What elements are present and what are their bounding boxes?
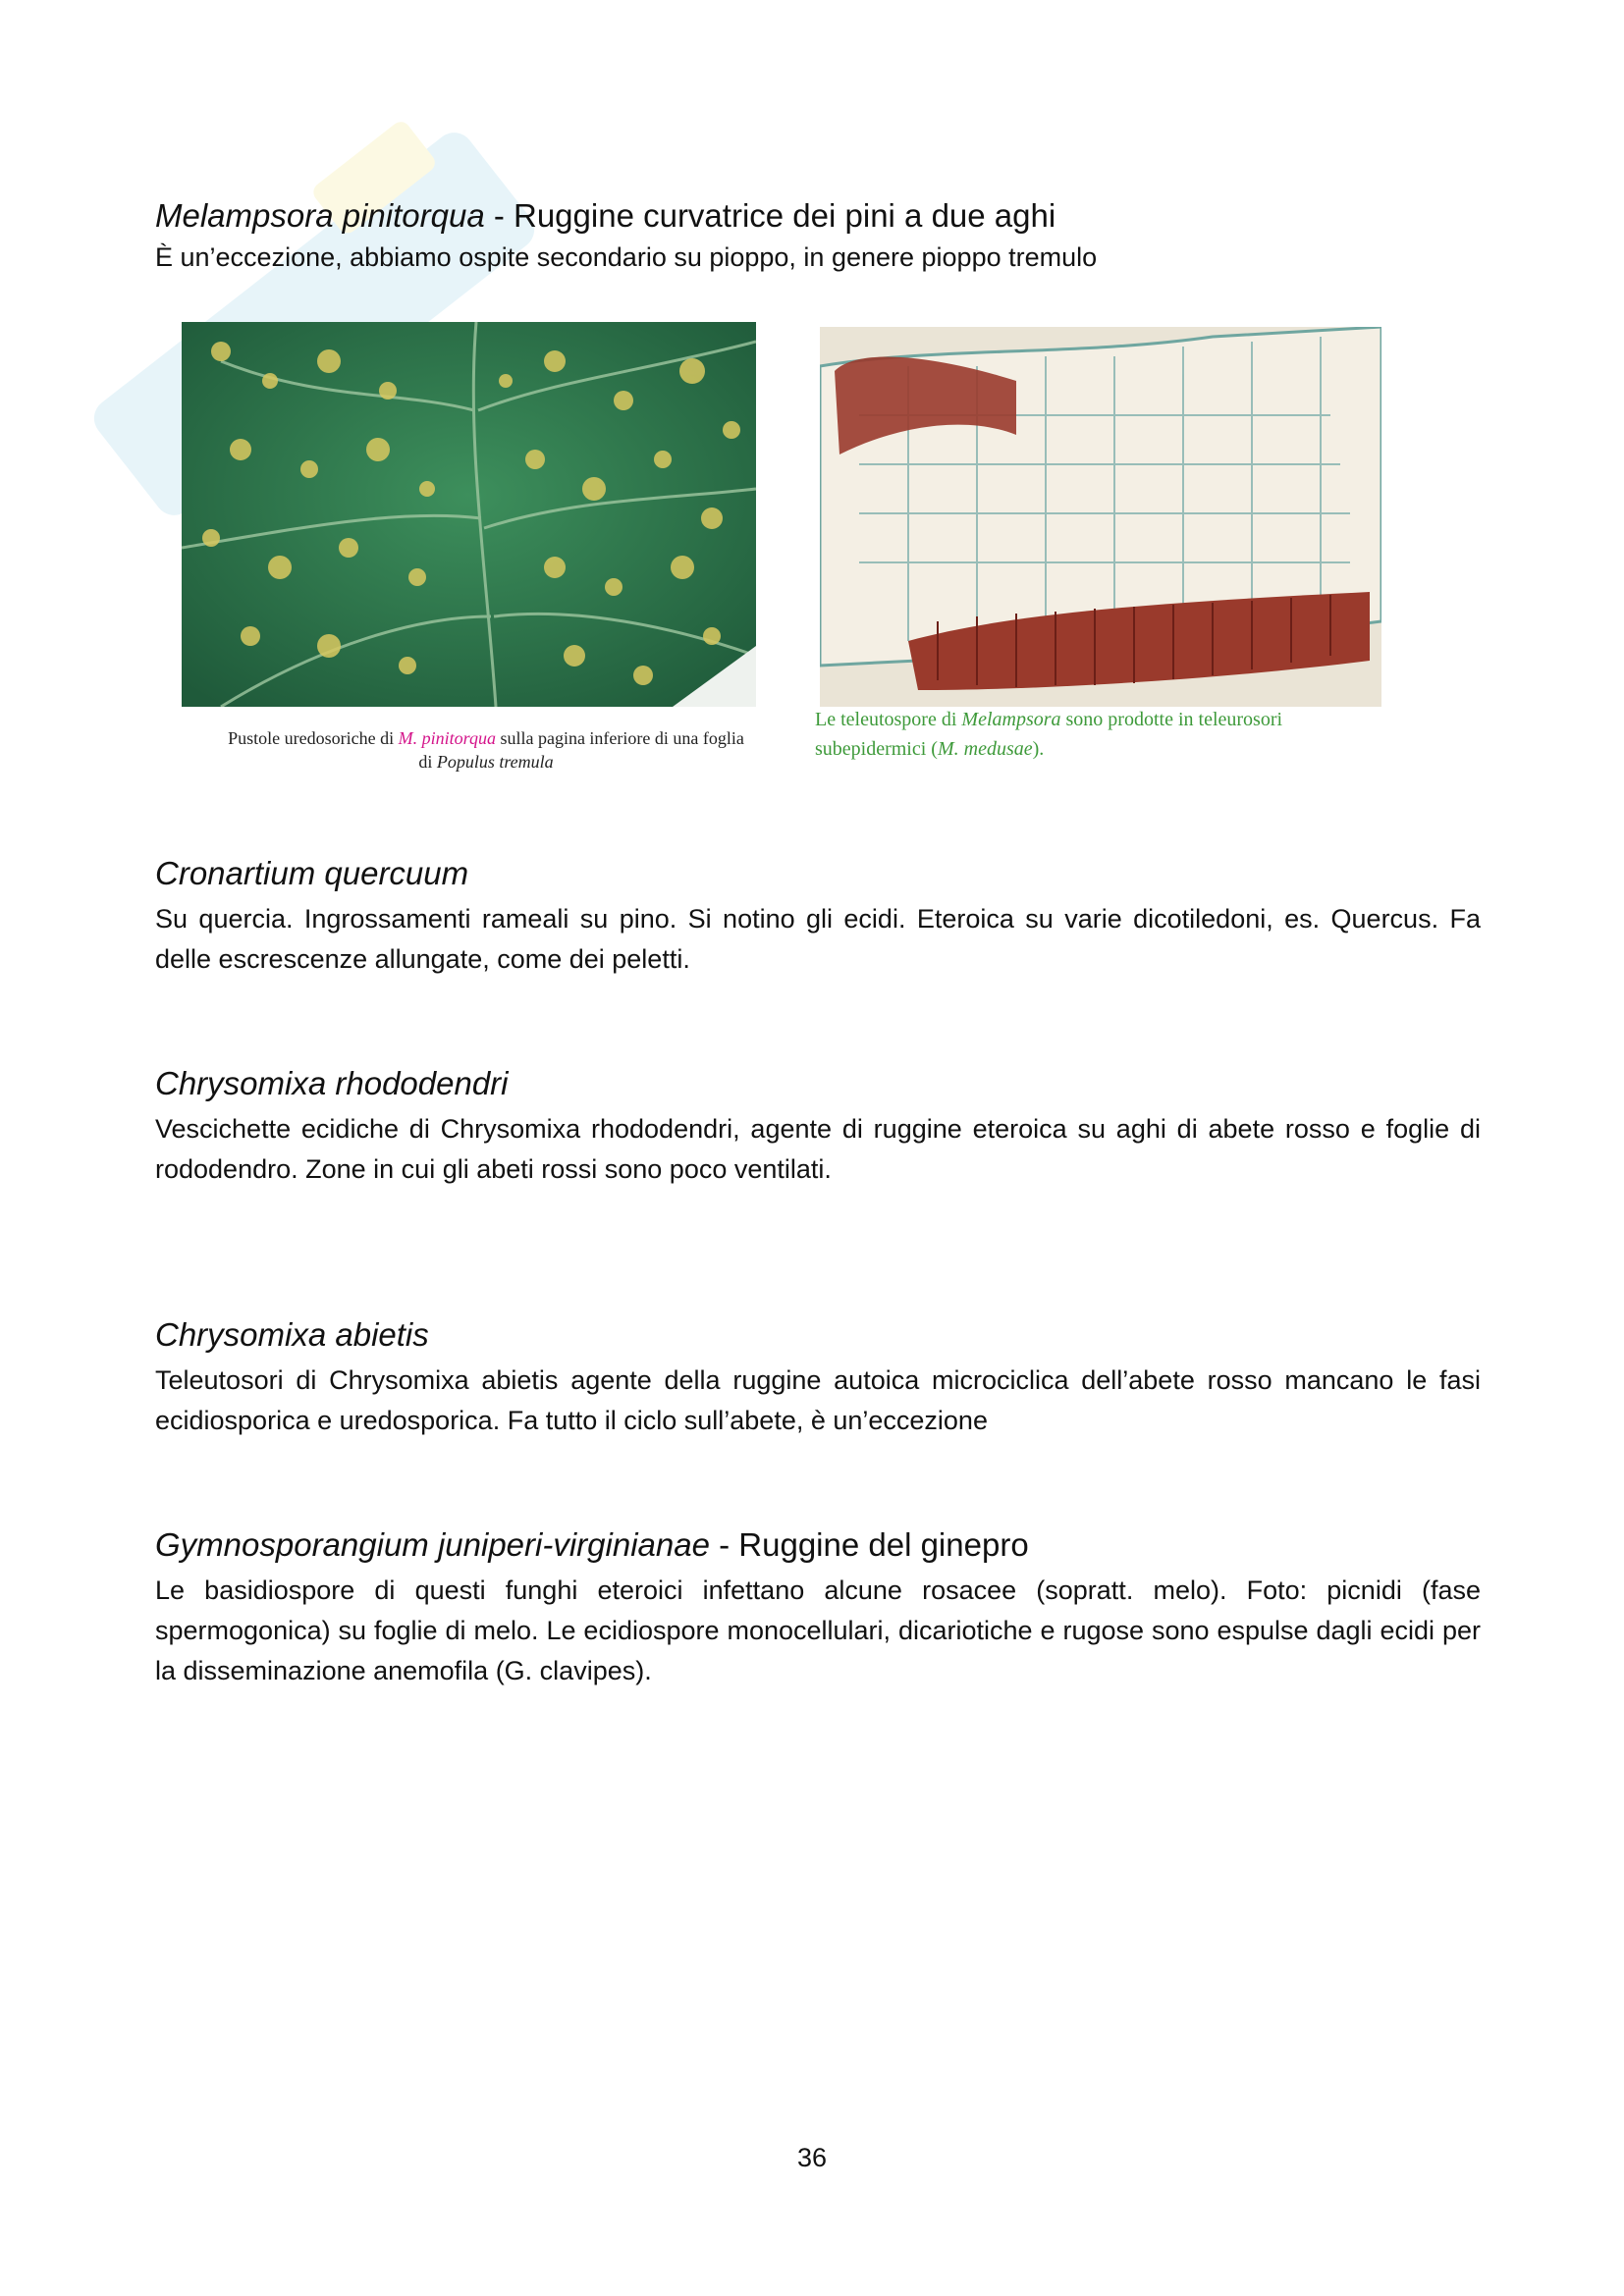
- teleutospore-cross-section-photo: [820, 327, 1381, 707]
- section-melampsora: [155, 196, 1481, 278]
- section-chrysomixa-abietis: [155, 1315, 1481, 1441]
- right-figure-caption: Le teleutospore di Melampsora sono prodotte in teleurosori subepidermici (M. medusae).: [815, 709, 1283, 760]
- page-number: 36: [796, 2143, 828, 2172]
- section-heading: Cronartium quercuum: [155, 855, 469, 891]
- leaf-pustules-photo: [182, 322, 756, 707]
- section-heading: Melampsora pinitorqua - Ruggine curvatrice dei pini a due aghi: [155, 197, 1056, 234]
- section-heading: Chrysomixa abietis: [155, 1316, 429, 1353]
- section-gymnosporangium: [155, 1525, 1481, 1691]
- section-heading: Chrysomixa rhododendri: [155, 1065, 509, 1101]
- left-figure-caption: Pustole uredosoriche di M. pinitorqua sulla pagina inferiore di una foglia di Populus tremula: [228, 728, 744, 772]
- section-text: Teleutosori di Chrysomixa abietis agente della ruggine autoica microciclica dell’abete rosso mancano le fasi ecidiosporica e uredosporica. Fa tutto il ciclo sull’abete, è un’eccezione: [155, 1365, 1481, 1435]
- section-cronartium: [155, 854, 1481, 980]
- section-chrysomixa-rhododendri: [155, 1064, 1481, 1190]
- section-text: Le basidiospore di questi funghi eteroici infettano alcune rosacee (sopratt. melo). Foto: picnidi (fase spermogonica) su foglie di melo. Le ecidiospore monocellulari, dicariotiche e rugose sono espulse dagli ecidi per la disseminazione anemofila (G. clavipes).: [155, 1575, 1481, 1685]
- section-text: Su quercia. Ingrossamenti rameali su pino. Si notino gli ecidi. Eteroica su varie dicotiledoni, es. Quercus. Fa delle escrescenze allungate, come dei peletti.: [155, 904, 1481, 974]
- section-text: Vescichette ecidiche di Chrysomixa rhododendri, agente di ruggine eteroica su aghi di abete rosso e foglie di rododendro. Zone in cui gli abeti rossi sono poco ventilati.: [155, 1114, 1481, 1184]
- section-heading: Gymnosporangium juniperi-virginianae - Ruggine del ginepro: [155, 1526, 1029, 1563]
- section-text: È un’eccezione, abbiamo ospite secondario su pioppo, in genere pioppo tremulo: [155, 242, 1098, 272]
